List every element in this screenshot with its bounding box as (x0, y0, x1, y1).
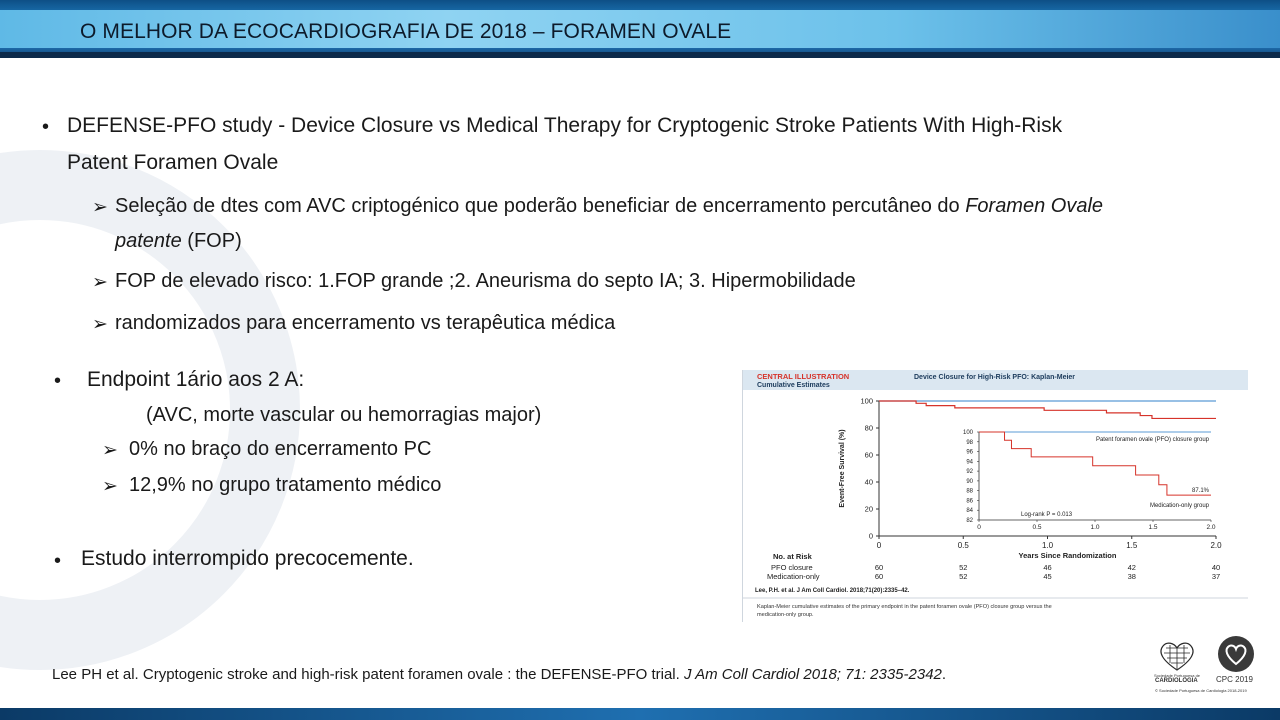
risk-value: 52 (959, 572, 968, 581)
inset-y-tick-label: 92 (966, 469, 973, 476)
risk-value: 38 (1127, 572, 1136, 581)
endpoint-detail: (AVC, morte vascular ou hemorragias major) (146, 404, 542, 426)
arrow-marker: ➢ (92, 314, 108, 335)
slide-title: O MELHOR DA ECOCARDIOGRAFIA DE 2018 – FORAMEN OVALE (80, 20, 732, 43)
inset-y-tick-label: 88 (966, 488, 973, 495)
subitem-high-risk: FOP de elevado risco: 1.FOP grande ;2. Aneurisma do septo IA; 3. Hipermobilidade (115, 270, 856, 292)
inset-x-tick-label: 1.0 (1090, 524, 1100, 531)
subitem-selection-text: Seleção de dtes com AVC criptogénico que poderão beneficiar de encerramento percutâneo do (115, 195, 966, 217)
inset-annotation-value: 87.1% (1191, 488, 1209, 495)
figure-banner-label: CENTRAL ILLUSTRATION (757, 372, 850, 381)
risk-header: No. at Risk (773, 552, 812, 561)
y-tick-label: 100 (860, 396, 873, 406)
inset-y-tick-label: 86 (966, 498, 973, 505)
spc-line2: CARDIOLOGIA (1155, 678, 1198, 684)
reference (52, 666, 946, 683)
y-tick-label: 40 (864, 477, 873, 487)
cpc-logo (1214, 634, 1258, 694)
risk-label: Medication-only (767, 572, 820, 581)
risk-value: 52 (959, 563, 968, 572)
risk-value: 37 (1211, 572, 1221, 581)
arrow-marker: ➢ (92, 197, 108, 218)
risk-value: 60 (874, 563, 884, 572)
endpoint-heading: Endpoint 1ário aos 2 A: (87, 368, 305, 391)
arrow-marker: ➢ (102, 440, 118, 461)
risk-value: 46 (1043, 563, 1052, 572)
figure-caption-2: medication-only group. (757, 612, 814, 618)
spc-heart-icon (1152, 636, 1202, 696)
bullet-marker: • (42, 116, 50, 138)
inset-y-tick-label: 96 (966, 449, 973, 456)
inset-y-tick-label: 94 (966, 459, 973, 466)
inset-x-tick-label: 0 (977, 524, 981, 531)
subitem-selection-text2: (FOP) (181, 230, 242, 252)
study-stopped: Estudo interrompido precocemente. (81, 547, 414, 570)
inset-y-tick-label: 90 (966, 478, 973, 485)
x-tick-label: 0 (876, 541, 882, 550)
y-tick-label: 0 (868, 531, 873, 541)
x-tick-label: 2.0 (1210, 541, 1222, 550)
bullet-marker: • (54, 550, 62, 572)
kaplan-meier-chart (743, 370, 1248, 622)
inset-x-tick-label: 2.0 (1206, 524, 1216, 531)
y-tick-label: 80 (864, 423, 873, 433)
x-tick-label: 1.5 (1126, 541, 1138, 550)
inset-x-tick-label: 1.5 (1148, 524, 1158, 531)
figure-caption: Kaplan-Meier cumulative estimates of the primary endpoint in the patent foramen ovale (PFO) closure group versus the (757, 604, 1052, 610)
arrow-marker: ➢ (102, 476, 118, 497)
figure-banner-title: Device Closure for High-Risk PFO: Kaplan-Meier (914, 374, 1076, 381)
x-axis-label: Years Since Randomization (1018, 551, 1117, 560)
inset-y-tick-label: 84 (966, 508, 973, 515)
endpoint-closure: 0% no braço do encerramento PC (129, 438, 432, 460)
risk-value: 40 (1211, 563, 1221, 572)
arrow-marker: ➢ (92, 272, 108, 293)
reference-text: Lee PH et al. Cryptogenic stroke and high-risk patent foramen ovale : the DEFENSE-PFO trial. (52, 666, 684, 683)
figure-citation: Lee, P.H. et al. J Am Coll Cardiol. 2018;71(20):2335–42. (755, 588, 910, 594)
endpoint-medical: 12,9% no grupo tratamento médico (129, 474, 442, 496)
bullet1-line2: Patent Foramen Ovale (67, 151, 279, 174)
inset-x-tick-label: 0.5 (1032, 524, 1042, 531)
x-tick-label: 1.0 (1041, 541, 1054, 550)
reference-end: . (941, 666, 947, 683)
subitem-randomized: randomizados para encerramento vs terapêutica médica (115, 312, 616, 334)
risk-value: 42 (1127, 563, 1136, 572)
risk-value: 60 (874, 572, 884, 581)
inset-y-tick-label: 100 (962, 430, 973, 436)
inset-annotation-pfo: Patent foramen ovale (PFO) closure group (1095, 437, 1209, 443)
x-tick-label: 0.5 (957, 541, 969, 550)
inset-y-tick-label: 82 (966, 518, 973, 524)
risk-label: PFO closure (771, 563, 813, 572)
y-axis-label: Event-Free Survival (%) (839, 429, 846, 508)
subitem-selection (115, 195, 1103, 218)
bullet-marker: • (54, 370, 62, 392)
risk-value: 45 (1043, 572, 1052, 581)
inset-y-tick-label: 98 (966, 439, 973, 446)
bullet1-line1: DEFENSE-PFO study - Device Closure vs Medical Therapy for Cryptogenic Stroke Patients With High-Risk (67, 114, 1063, 137)
spc-line1: Sociedade Portuguesa de (1154, 673, 1201, 678)
inset-annotation-logrank: Log-rank P = 0.013 (1021, 512, 1073, 518)
y-tick-label: 20 (864, 504, 873, 514)
slide-footer (0, 708, 1280, 720)
subitem-selection-italic2: patente (115, 230, 182, 252)
subitem-selection-italic: Foramen Ovale (965, 195, 1104, 217)
central-illustration (742, 370, 1248, 622)
y-tick-label: 60 (864, 450, 873, 460)
reference-journal: J Am Coll Cardiol 2018; 71: 2335-2342 (683, 666, 942, 683)
figure-banner-title2: Cumulative Estimates (757, 382, 830, 389)
spc-logo (1152, 636, 1202, 696)
cpc-heart-icon (1214, 634, 1258, 678)
cpc-label: CPC 2019 (1216, 675, 1253, 684)
copyright: © Sociedade Portuguesa de Cardiologia 2018-2019 (1155, 688, 1247, 693)
inset-annotation-medication: Medication-only group (1149, 503, 1209, 510)
subitem-selection-cont (115, 230, 242, 253)
